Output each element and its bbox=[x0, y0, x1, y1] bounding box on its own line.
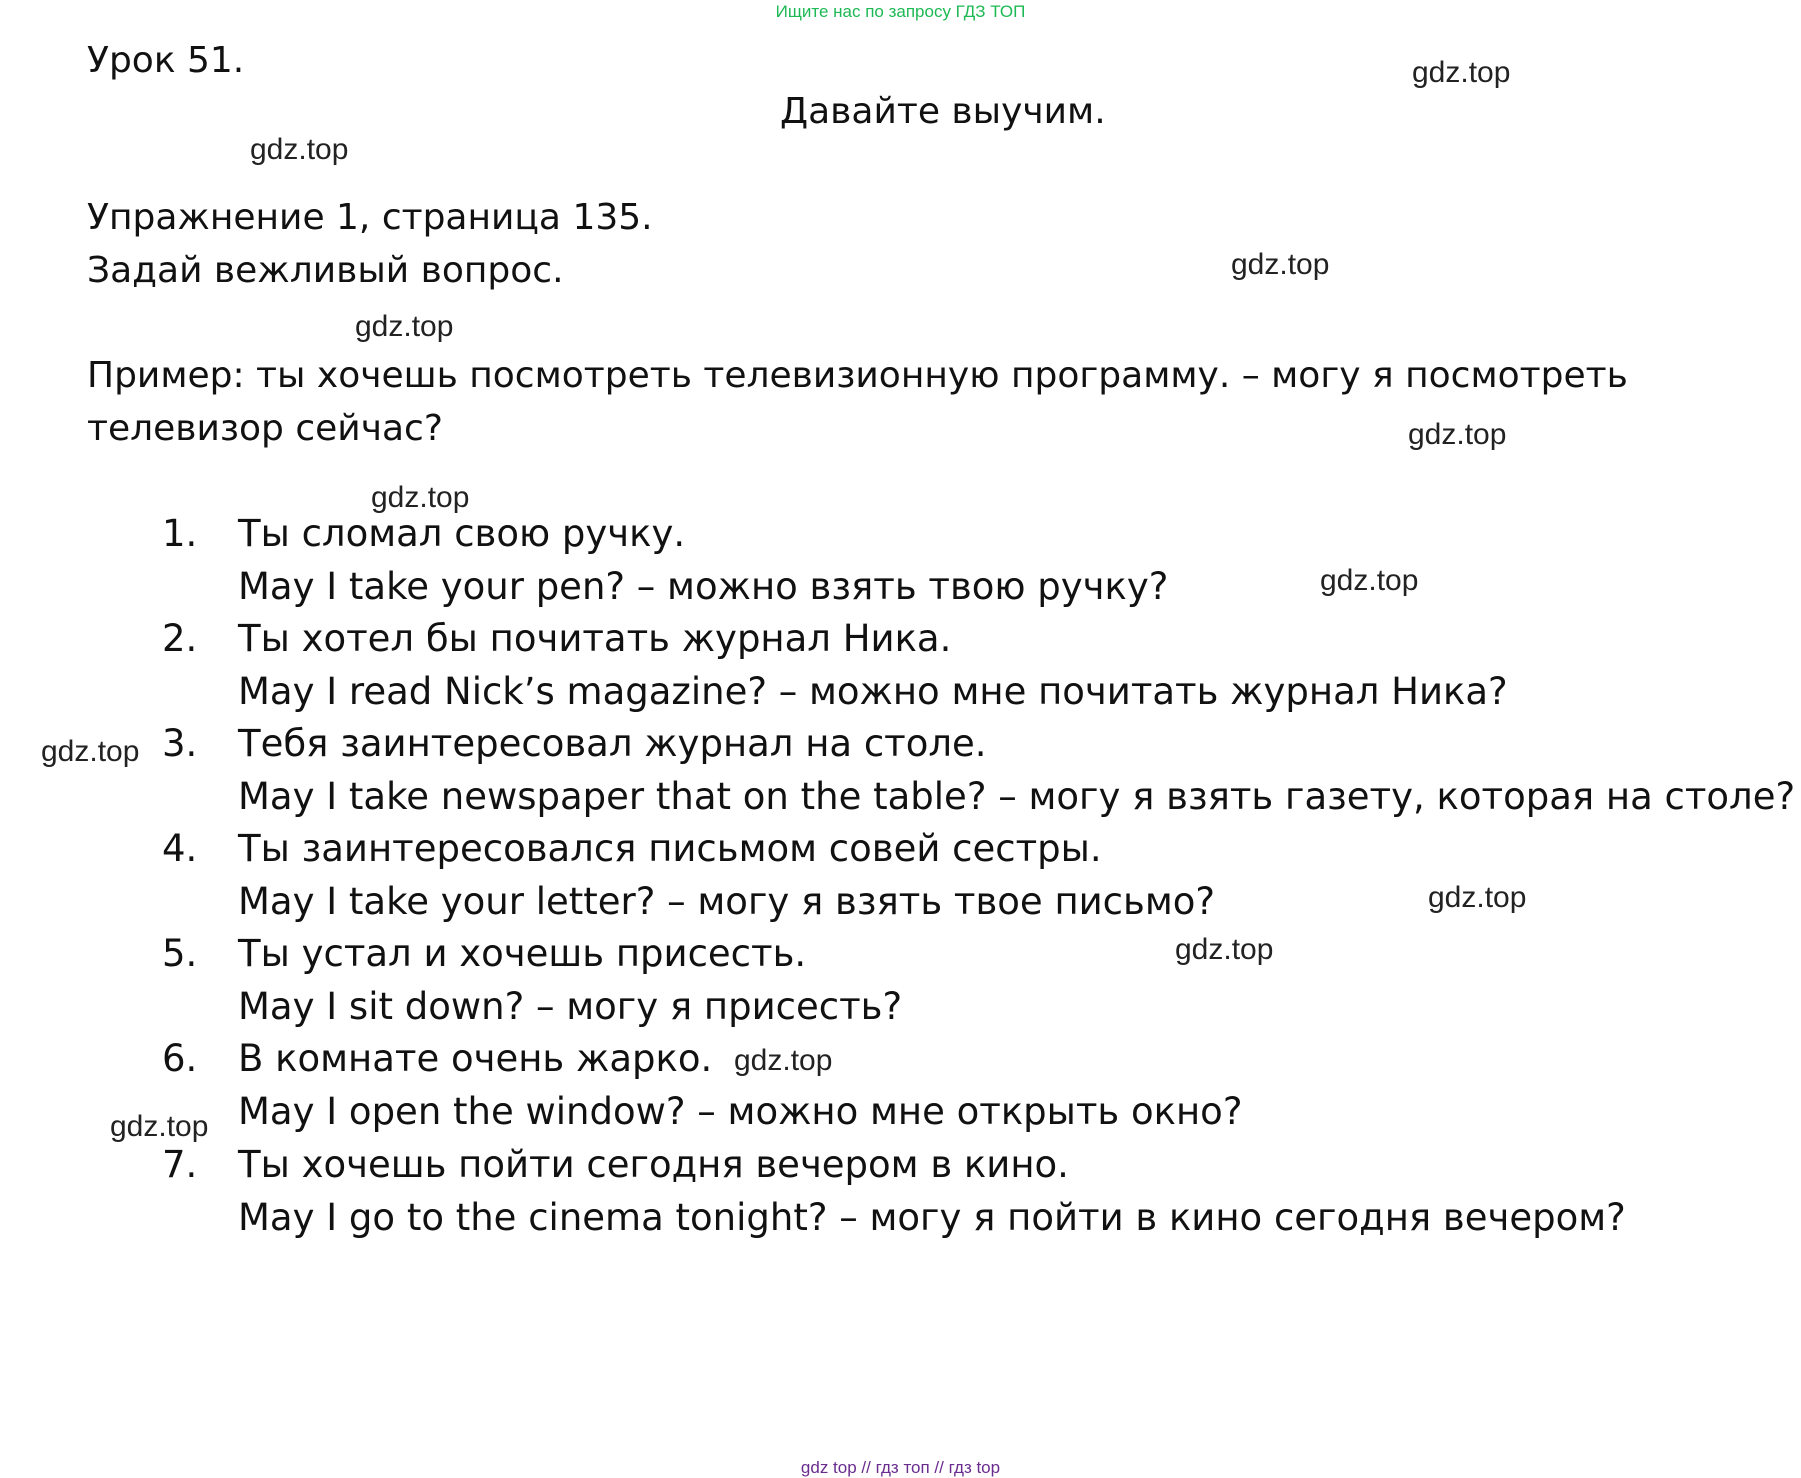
example-line-1: Пример: ты хочешь посмотреть телевизионную программу. – могу я посмотреть bbox=[87, 355, 1628, 396]
watermark: gdz.top bbox=[250, 133, 349, 166]
example-line-2: телевизор сейчас? bbox=[87, 408, 443, 449]
watermark: gdz.top bbox=[355, 310, 454, 343]
item-question: В комнате очень жарко. bbox=[238, 1037, 713, 1080]
page-subtitle: Давайте выучим. bbox=[780, 91, 1106, 132]
item-number: 3. bbox=[162, 722, 198, 765]
watermark: gdz.top bbox=[1175, 933, 1274, 966]
item-answer: May I open the window? – можно мне открыть окно? bbox=[238, 1090, 1243, 1133]
exercise-title: Упражнение 1, страница 135. bbox=[87, 197, 653, 238]
exercise-task: Задай вежливый вопрос. bbox=[87, 250, 564, 291]
bottom-banner: gdz top // гдз топ // гдз top bbox=[800, 1458, 1001, 1477]
item-question: Тебя заинтересовал журнал на столе. bbox=[238, 722, 987, 765]
item-number: 1. bbox=[162, 512, 198, 555]
watermark: gdz.top bbox=[1428, 881, 1527, 914]
watermark: gdz.top bbox=[41, 735, 140, 768]
item-number: 4. bbox=[162, 827, 198, 870]
item-answer: May I go to the cinema tonight? – могу я пойти в кино сегодня вечером? bbox=[238, 1196, 1626, 1239]
item-question: Ты хочешь пойти сегодня вечером в кино. bbox=[238, 1143, 1069, 1186]
watermark: gdz.top bbox=[1412, 56, 1511, 89]
item-question: Ты хотел бы почитать журнал Ника. bbox=[238, 617, 952, 660]
item-question: Ты заинтересовался письмом совей сестры. bbox=[238, 827, 1102, 870]
item-question: Ты сломал свою ручку. bbox=[238, 512, 686, 555]
lesson-title: Урок 51. bbox=[87, 40, 245, 81]
watermark: gdz.top bbox=[1320, 564, 1419, 597]
item-question: Ты устал и хочешь присесть. bbox=[238, 932, 807, 975]
watermark: gdz.top bbox=[110, 1110, 209, 1143]
item-answer: May I read Nick’s magazine? – можно мне почитать журнал Ника? bbox=[238, 670, 1508, 713]
item-number: 5. bbox=[162, 932, 198, 975]
item-answer: May I take your letter? – могу я взять твое письмо? bbox=[238, 880, 1216, 923]
item-number: 7. bbox=[162, 1143, 198, 1186]
item-number: 6. bbox=[162, 1037, 198, 1080]
watermark: gdz.top bbox=[734, 1044, 833, 1077]
item-answer: May I take newspaper that on the table? – могу я взять газету, которая на столе? bbox=[238, 775, 1796, 818]
item-number: 2. bbox=[162, 617, 198, 660]
watermark: gdz.top bbox=[1231, 248, 1330, 281]
watermark: gdz.top bbox=[1408, 418, 1507, 451]
item-answer: May I sit down? – могу я присесть? bbox=[238, 985, 903, 1028]
item-answer: May I take your pen? – можно взять твою ручку? bbox=[238, 565, 1169, 608]
top-banner: Ищите нас по запросу ГДЗ ТОП bbox=[775, 2, 1026, 21]
watermark: gdz.top bbox=[371, 481, 470, 514]
